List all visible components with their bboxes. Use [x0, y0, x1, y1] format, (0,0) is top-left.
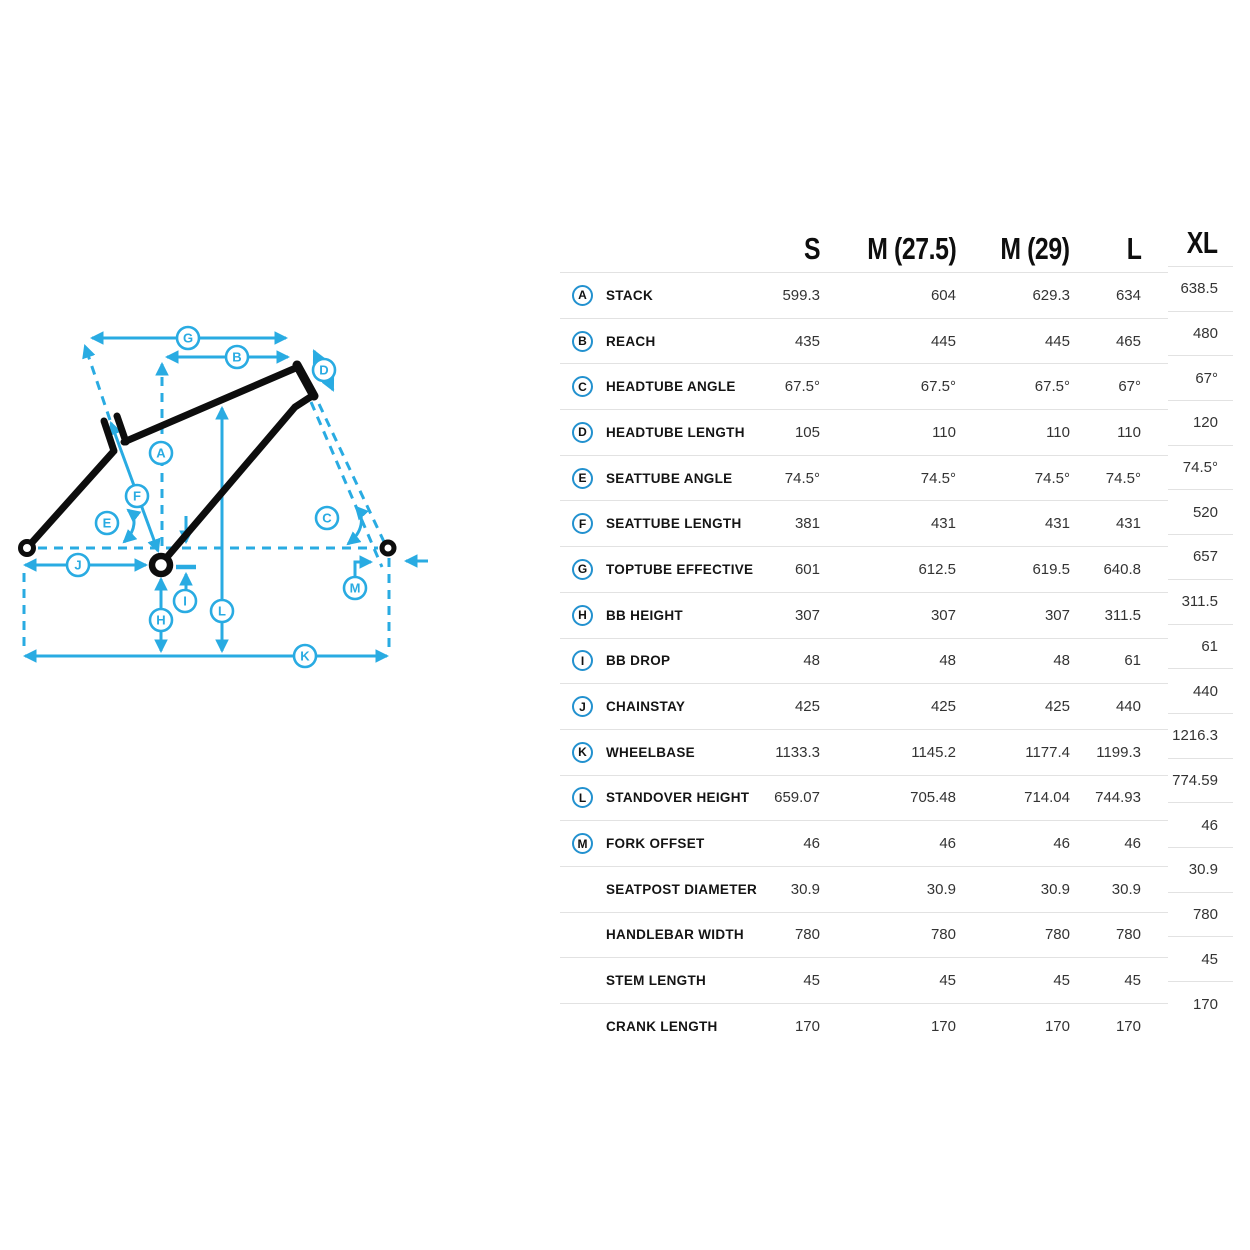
- row-label-cell: [560, 742, 770, 763]
- geometry-label: REACH: [606, 333, 656, 349]
- letter-badge-text: J: [579, 699, 586, 714]
- geometry-value-m29: 46: [1053, 835, 1070, 853]
- geometry-value-m29: 445: [1044, 332, 1070, 350]
- xl-values: [1168, 267, 1233, 1027]
- badge-l: [211, 600, 233, 622]
- geometry-value-m29: 30.9: [1040, 880, 1070, 898]
- geometry-value-l: 1199.3: [1096, 743, 1141, 761]
- geometry-value-m29: 619.5: [1032, 560, 1070, 578]
- geometry-value-xl: 1216.3: [1168, 714, 1233, 759]
- row-label-cell: [560, 468, 770, 489]
- frame-seatstay: [27, 452, 113, 548]
- geometry-value-l: 110: [1117, 423, 1141, 441]
- svg-text:C: C: [322, 510, 332, 526]
- badge-b: [226, 346, 248, 368]
- row-label-cell: [560, 650, 770, 671]
- geometry-value-s: 48: [803, 652, 820, 670]
- geometry-rows: [560, 273, 1168, 1049]
- geometry-value-s: 45: [803, 972, 820, 990]
- letter-badge: [572, 285, 593, 306]
- letter-badge-text: B: [578, 334, 587, 349]
- badge-d: [313, 359, 335, 381]
- row-label-cell: [560, 924, 770, 945]
- geometry-label: HEADTUBE ANGLE: [606, 379, 736, 395]
- geometry-value-xl: 46: [1168, 803, 1233, 848]
- letter-badge-text: G: [577, 562, 588, 577]
- size-header-m29: M (29): [1000, 230, 1070, 266]
- geometry-value-l: 744.93: [1095, 789, 1141, 807]
- size-header-xl: XL: [1168, 220, 1233, 267]
- table-row: [560, 456, 1168, 502]
- frame-geometry-diagram: [0, 320, 450, 680]
- geometry-value-xl: 440: [1168, 669, 1233, 714]
- geometry-value-s: 170: [794, 1017, 820, 1035]
- fork-offset-bracket: [355, 562, 371, 577]
- geometry-label: CHAINSTAY: [606, 699, 686, 715]
- geometry-value-s: 780: [794, 926, 820, 944]
- geometry-value-xl: 170: [1192, 995, 1218, 1013]
- geometry-label: SEATTUBE LENGTH: [606, 516, 742, 532]
- geometry-value-s: 1133.3: [775, 743, 820, 761]
- badge-j: [67, 554, 89, 576]
- row-label-cell: [560, 787, 770, 808]
- table-row: [560, 776, 1168, 822]
- geometry-label: STACK: [606, 287, 653, 303]
- geometry-value-m27: 307: [930, 606, 956, 624]
- geometry-value-m27: 612.5: [918, 560, 956, 578]
- geometry-value-m27: 1145.2: [911, 743, 956, 761]
- geometry-value-m27: 30.9: [926, 880, 956, 898]
- frame-head-tube: [297, 365, 314, 396]
- geometry-label: FORK OFFSET: [606, 836, 705, 852]
- geometry-value-m27: 45: [939, 972, 956, 990]
- geometry-value-xl: 74.5°: [1168, 446, 1233, 491]
- geometry-label: WHEELBASE: [606, 744, 695, 760]
- table-row: [560, 319, 1168, 365]
- geometry-value-m27: 425: [930, 698, 956, 716]
- geometry-value-s: 30.9: [790, 880, 820, 898]
- geometry-label: HEADTUBE LENGTH: [606, 424, 745, 440]
- table-row: [560, 364, 1168, 410]
- svg-text:H: H: [156, 612, 166, 628]
- front-axle: [382, 542, 394, 554]
- svg-text:B: B: [232, 349, 242, 365]
- geometry-value-l: 440: [1115, 698, 1141, 716]
- geometry-value-xl: 311.5: [1168, 580, 1233, 625]
- badge-e: [96, 512, 118, 534]
- svg-text:L: L: [218, 603, 226, 619]
- geometry-value-s: 659.07: [774, 789, 820, 807]
- svg-text:I: I: [183, 593, 187, 609]
- table-row: [560, 410, 1168, 456]
- geometry-label: STEM LENGTH: [606, 973, 707, 989]
- geometry-value-l: 640.8: [1103, 560, 1141, 578]
- geometry-value-m29: 45: [1053, 972, 1070, 990]
- geometry-value-m29: 431: [1044, 515, 1070, 533]
- geometry-value-l: 67°: [1118, 378, 1141, 396]
- letter-badge: [572, 468, 593, 489]
- letter-badge-text: A: [578, 288, 587, 303]
- geometry-value-m29: 74.5°: [1034, 469, 1070, 487]
- geometry-value-m27: 170: [930, 1017, 956, 1035]
- table-row: [560, 593, 1168, 639]
- row-label-cell: [560, 833, 770, 854]
- table-row: [560, 1004, 1168, 1049]
- geometry-value-s: 46: [803, 835, 820, 853]
- table-row: [560, 821, 1168, 867]
- geometry-value-s: 599.3: [782, 286, 820, 304]
- geometry-value-m27: 604: [930, 286, 956, 304]
- letter-badge: [572, 787, 593, 808]
- geometry-value-xl: 480: [1168, 312, 1233, 357]
- geometry-value-m27: 74.5°: [920, 469, 956, 487]
- table-row: [560, 501, 1168, 547]
- row-label-cell: [560, 513, 770, 534]
- geometry-label: SEATTUBE ANGLE: [606, 470, 733, 486]
- geometry-value-s: 74.5°: [784, 469, 820, 487]
- geometry-value-m29: 307: [1044, 606, 1070, 624]
- geometry-value-s: 381: [794, 515, 820, 533]
- geometry-value-l: 46: [1124, 835, 1141, 853]
- size-header-l: L: [1126, 230, 1141, 266]
- geometry-value-m27: 431: [930, 515, 956, 533]
- geometry-value-l: 780: [1115, 926, 1141, 944]
- headtube-angle-arc: [348, 507, 361, 544]
- badge-k: [294, 645, 316, 667]
- geometry-label: SEATPOST DIAMETER: [606, 881, 758, 897]
- table-row: [560, 958, 1168, 1004]
- letter-badge-text: D: [578, 425, 587, 440]
- geometry-table-xl-column: [1168, 220, 1233, 1027]
- row-label-cell: [560, 285, 770, 306]
- letter-badge-text: L: [578, 790, 587, 805]
- svg-text:M: M: [349, 580, 361, 596]
- badge-i: [174, 590, 196, 612]
- badge-g: [177, 327, 199, 349]
- letter-badge: [572, 650, 593, 671]
- geometry-value-xl: 780: [1168, 893, 1233, 938]
- svg-text:J: J: [74, 557, 82, 573]
- seattube-angle-arc: [124, 510, 134, 542]
- geometry-value-m29: 425: [1044, 698, 1070, 716]
- table-row: [560, 730, 1168, 776]
- rear-axle: [21, 542, 34, 555]
- geometry-value-m29: 67.5°: [1034, 378, 1070, 396]
- geometry-table-main-columns: [560, 225, 1168, 1049]
- geometry-value-s: 67.5°: [784, 378, 820, 396]
- geometry-value-l: 30.9: [1111, 880, 1141, 898]
- letter-badge: [572, 513, 593, 534]
- geometry-value-l: 465: [1115, 332, 1141, 350]
- geometry-value-l: 61: [1124, 652, 1141, 670]
- geometry-value-m29: 629.3: [1032, 286, 1070, 304]
- geometry-value-xl: 520: [1168, 490, 1233, 535]
- geometry-value-l: 45: [1124, 972, 1141, 990]
- table-row: [560, 913, 1168, 959]
- badge-c: [316, 507, 338, 529]
- geometry-value-m29: 1177.4: [1025, 743, 1070, 761]
- geometry-value-xl: 30.9: [1168, 848, 1233, 893]
- steering-axis: [311, 402, 382, 567]
- geometry-value-xl: 774.59: [1168, 759, 1233, 804]
- geometry-label: TOPTUBE EFFECTIVE: [606, 561, 754, 577]
- letter-badge-text: M: [577, 836, 588, 851]
- table-row: [560, 639, 1168, 685]
- geometry-value-m27: 48: [939, 652, 956, 670]
- table-row: [560, 547, 1168, 593]
- letter-badge: [572, 331, 593, 352]
- size-header-row: [560, 225, 1168, 273]
- geometry-value-m29: 48: [1053, 652, 1070, 670]
- svg-text:F: F: [133, 488, 141, 504]
- geometry-value-l: 311.5: [1104, 606, 1141, 624]
- geometry-value-xl: 638.5: [1168, 267, 1233, 312]
- size-header-s: S: [803, 230, 820, 266]
- geometry-value-l: 170: [1115, 1017, 1141, 1035]
- geometry-value-m27: 705.48: [910, 789, 956, 807]
- geometry-value-s: 435: [794, 332, 820, 350]
- geometry-label: CRANK LENGTH: [606, 1018, 718, 1034]
- badge-m: [344, 577, 366, 599]
- row-label-cell: [560, 879, 770, 900]
- geometry-value-m29: 110: [1046, 423, 1070, 441]
- table-row: [560, 867, 1168, 913]
- geometry-value-xl: 120: [1168, 401, 1233, 446]
- geometry-label: BB DROP: [606, 653, 671, 669]
- geometry-value-s: 307: [794, 606, 820, 624]
- row-label-cell: [560, 605, 770, 626]
- svg-text:E: E: [102, 515, 112, 531]
- letter-badge-text: C: [578, 379, 587, 394]
- bottom-bracket: [152, 556, 170, 574]
- geometry-value-m27: 46: [939, 835, 956, 853]
- geometry-value-s: 601: [794, 560, 820, 578]
- geometry-label: HANDLEBAR WIDTH: [606, 927, 744, 943]
- geometry-value-s: 425: [794, 698, 820, 716]
- geometry-value-m29: 714.04: [1024, 789, 1070, 807]
- letter-badge: [572, 376, 593, 397]
- size-geometry-table: [560, 225, 1233, 1049]
- frame-geometry-svg: [0, 320, 450, 680]
- table-row: [560, 684, 1168, 730]
- geometry-value-l: 74.5°: [1105, 469, 1141, 487]
- badge-f: [126, 485, 148, 507]
- geometry-value-m27: 67.5°: [920, 378, 956, 396]
- row-label-cell: [560, 331, 770, 352]
- row-label-cell: [560, 1016, 770, 1037]
- geometry-value-xl: 657: [1168, 535, 1233, 580]
- geometry-value-l: 634: [1115, 286, 1141, 304]
- row-label-cell: [560, 559, 770, 580]
- geometry-value-s: 105: [794, 423, 820, 441]
- geometry-value-xl: 67°: [1168, 356, 1233, 401]
- bike-frame: [21, 362, 395, 574]
- letter-badge-text: K: [578, 745, 587, 760]
- badge-a: [150, 442, 172, 464]
- letter-badge: [572, 696, 593, 717]
- row-label-cell: [560, 422, 770, 443]
- letter-badge: [572, 559, 593, 580]
- geometry-value-m27: 445: [930, 332, 956, 350]
- table-row: [560, 273, 1168, 319]
- geometry-value-m27: 780: [930, 926, 956, 944]
- frame-down-tube: [162, 396, 312, 563]
- row-label-cell: [560, 376, 770, 397]
- seat-axis-extension: [85, 346, 110, 420]
- geometry-value-m29: 780: [1044, 926, 1070, 944]
- geometry-value-xl: 45: [1168, 937, 1233, 982]
- row-label-cell: [560, 696, 770, 717]
- geometry-value-xl: 61: [1168, 625, 1233, 670]
- letter-badge: [572, 422, 593, 443]
- letter-badge: [572, 833, 593, 854]
- svg-text:G: G: [182, 330, 194, 346]
- letter-badge-text: E: [578, 471, 587, 486]
- letter-badge-text: F: [578, 516, 587, 531]
- geometry-label: BB HEIGHT: [606, 607, 683, 623]
- size-header-m27: M (27.5): [866, 230, 956, 266]
- svg-text:A: A: [156, 445, 166, 461]
- letter-badge-text: I: [580, 653, 585, 668]
- row-label-cell: [560, 970, 770, 991]
- letter-badge-text: H: [578, 608, 587, 623]
- geometry-value-l: 431: [1115, 515, 1141, 533]
- svg-text:K: K: [300, 648, 310, 664]
- badge-h: [150, 609, 172, 631]
- geometry-value-m29: 170: [1044, 1017, 1070, 1035]
- geometry-label: STANDOVER HEIGHT: [606, 790, 750, 806]
- geometry-value-m27: 110: [932, 423, 956, 441]
- letter-badge: [572, 605, 593, 626]
- svg-text:D: D: [319, 362, 329, 378]
- letter-badge: [572, 742, 593, 763]
